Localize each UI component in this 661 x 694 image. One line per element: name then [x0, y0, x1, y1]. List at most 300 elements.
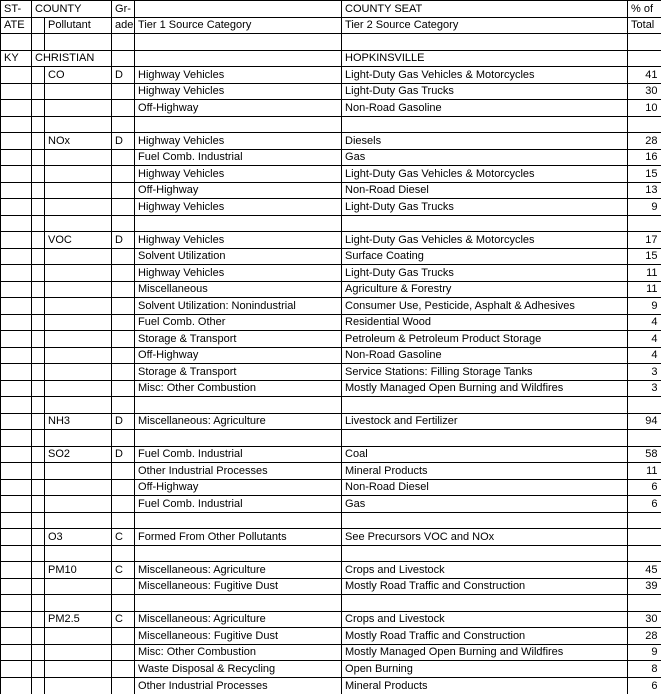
header-row-2	[1, 17, 661, 34]
cell-pct: 17	[628, 232, 661, 249]
cell-pct: 13	[628, 182, 661, 199]
cell-tier1: Miscellaneous	[135, 281, 342, 298]
empty-cell	[112, 281, 135, 298]
county-row	[1, 50, 661, 67]
header-grade-line1: Gr-	[112, 1, 135, 18]
cell-state: KY	[1, 50, 32, 67]
table-row	[1, 133, 661, 150]
empty-cell	[45, 512, 112, 529]
cell-tier1: Highway Vehicles	[135, 199, 342, 216]
cell-pct: 11	[628, 463, 661, 480]
cell-tier2: Light-Duty Gas Vehicles & Motorcycles	[342, 232, 628, 249]
empty-cell	[112, 34, 135, 51]
empty-cell	[45, 628, 112, 645]
empty-cell	[32, 661, 45, 678]
empty-cell	[1, 562, 32, 579]
empty-cell	[112, 545, 135, 562]
spacer-row	[1, 430, 661, 447]
empty-cell	[1, 661, 32, 678]
empty-cell	[32, 133, 45, 150]
empty-cell	[628, 595, 661, 612]
cell-tier1: Highway Vehicles	[135, 166, 342, 183]
empty-cell	[135, 116, 342, 133]
table-row	[1, 479, 661, 496]
cell-tier2: Mostly Managed Open Burning and Wildfires	[342, 644, 628, 661]
cell-tier1: Misc: Other Combustion	[135, 644, 342, 661]
empty-cell	[112, 661, 135, 678]
cell-tier2: Light-Duty Gas Trucks	[342, 265, 628, 282]
empty-cell	[1, 182, 32, 199]
cell-tier1: Miscellaneous: Fugitive Dust	[135, 578, 342, 595]
empty-cell	[45, 331, 112, 348]
header-tier2: Tier 2 Source Category	[342, 17, 628, 34]
empty-cell	[45, 314, 112, 331]
table-row	[1, 611, 661, 628]
header-pollutant: Pollutant	[45, 17, 112, 34]
empty-cell	[32, 611, 45, 628]
cell-pct: 39	[628, 578, 661, 595]
empty-cell	[1, 430, 32, 447]
cell-tier2: Crops and Livestock	[342, 562, 628, 579]
empty-cell	[342, 545, 628, 562]
empty-cell	[1, 496, 32, 513]
cell-pollutant: PM2.5	[45, 611, 112, 628]
empty-cell	[32, 215, 45, 232]
cell-tier2: Mostly Road Traffic and Construction	[342, 578, 628, 595]
table-row	[1, 100, 661, 117]
empty-cell	[32, 232, 45, 249]
empty-cell	[628, 116, 661, 133]
empty-cell	[112, 512, 135, 529]
empty-cell	[1, 611, 32, 628]
empty-cell	[32, 166, 45, 183]
empty-cell	[628, 50, 661, 67]
empty-cell	[135, 595, 342, 612]
cell-tier2: Light-Duty Gas Vehicles & Motorcycles	[342, 67, 628, 84]
empty-cell	[32, 281, 45, 298]
empty-cell	[112, 50, 135, 67]
cell-tier2: Non-Road Diesel	[342, 479, 628, 496]
empty-cell	[32, 644, 45, 661]
empty-cell	[32, 364, 45, 381]
cell-pct: 58	[628, 446, 661, 463]
cell-pct: 4	[628, 331, 661, 348]
spacer-row	[1, 34, 661, 51]
cell-pollutant: PM10	[45, 562, 112, 579]
empty-cell	[135, 430, 342, 447]
empty-cell	[1, 578, 32, 595]
empty-cell	[112, 628, 135, 645]
table-row	[1, 67, 661, 84]
empty-cell	[1, 628, 32, 645]
table-row	[1, 265, 661, 282]
table-row	[1, 314, 661, 331]
empty-cell	[112, 644, 135, 661]
empty-cell	[32, 496, 45, 513]
cell-pct: 9	[628, 644, 661, 661]
empty-cell	[32, 512, 45, 529]
cell-tier2: Livestock and Fertilizer	[342, 413, 628, 430]
cell-pct: 45	[628, 562, 661, 579]
empty-cell	[342, 34, 628, 51]
empty-cell	[112, 496, 135, 513]
empty-cell	[1, 248, 32, 265]
header-state-line1: ST-	[1, 1, 32, 18]
empty-cell	[628, 215, 661, 232]
empty-cell	[112, 331, 135, 348]
empty-cell	[45, 644, 112, 661]
cell-tier1: Miscellaneous: Agriculture	[135, 413, 342, 430]
empty-cell	[135, 512, 342, 529]
table-row	[1, 232, 661, 249]
empty-cell	[112, 149, 135, 166]
cell-tier2: Mineral Products	[342, 463, 628, 480]
cell-tier2: Mineral Products	[342, 677, 628, 694]
empty-cell	[628, 529, 661, 546]
empty-cell	[32, 17, 45, 34]
cell-pct: 28	[628, 133, 661, 150]
empty-cell	[135, 50, 342, 67]
empty-cell	[1, 364, 32, 381]
cell-tier2: Non-Road Gasoline	[342, 347, 628, 364]
empty-cell	[32, 479, 45, 496]
cell-tier1: Highway Vehicles	[135, 83, 342, 100]
spacer-row	[1, 397, 661, 414]
empty-cell	[32, 67, 45, 84]
table-row	[1, 380, 661, 397]
table-row	[1, 281, 661, 298]
cell-grade: D	[112, 413, 135, 430]
empty-cell	[32, 397, 45, 414]
cell-tier1: Waste Disposal & Recycling	[135, 661, 342, 678]
cell-tier1: Solvent Utilization: Nonindustrial	[135, 298, 342, 315]
empty-cell	[45, 430, 112, 447]
empty-cell	[45, 661, 112, 678]
cell-tier2: Non-Road Diesel	[342, 182, 628, 199]
empty-cell	[45, 281, 112, 298]
empty-cell	[1, 644, 32, 661]
cell-tier2: Gas	[342, 149, 628, 166]
empty-cell	[112, 430, 135, 447]
cell-pct: 11	[628, 281, 661, 298]
cell-pollutant: NOx	[45, 133, 112, 150]
empty-cell	[45, 380, 112, 397]
empty-cell	[112, 347, 135, 364]
table-row	[1, 446, 661, 463]
cell-grade: D	[112, 232, 135, 249]
empty-cell	[342, 215, 628, 232]
cell-pct: 9	[628, 199, 661, 216]
table-row	[1, 578, 661, 595]
empty-cell	[135, 545, 342, 562]
cell-tier2: Mostly Road Traffic and Construction	[342, 628, 628, 645]
empty-cell	[1, 116, 32, 133]
empty-cell	[1, 100, 32, 117]
cell-pollutant: CO	[45, 67, 112, 84]
header-tier1: Tier 1 Source Category	[135, 17, 342, 34]
empty-cell	[45, 545, 112, 562]
empty-cell	[112, 463, 135, 480]
empty-cell	[32, 677, 45, 694]
empty-cell	[45, 265, 112, 282]
empty-cell	[32, 331, 45, 348]
cell-tier1: Off-Highway	[135, 182, 342, 199]
empty-cell	[112, 265, 135, 282]
empty-cell	[112, 182, 135, 199]
empty-cell	[1, 397, 32, 414]
cell-tier2: Service Stations: Filling Storage Tanks	[342, 364, 628, 381]
cell-grade: C	[112, 529, 135, 546]
empty-cell	[45, 199, 112, 216]
table-row	[1, 628, 661, 645]
empty-cell	[45, 248, 112, 265]
cell-pct: 15	[628, 166, 661, 183]
empty-cell	[1, 314, 32, 331]
table-row	[1, 182, 661, 199]
empty-cell	[45, 364, 112, 381]
header-grade-line2: ade	[112, 17, 135, 34]
empty-cell	[112, 677, 135, 694]
cell-tier1: Highway Vehicles	[135, 265, 342, 282]
cell-pct: 30	[628, 83, 661, 100]
cell-tier2: Mostly Managed Open Burning and Wildfires	[342, 380, 628, 397]
table-row	[1, 347, 661, 364]
empty-cell	[1, 232, 32, 249]
cell-tier2: Agriculture & Forestry	[342, 281, 628, 298]
empty-cell	[1, 446, 32, 463]
header-tier1-spacer	[135, 1, 342, 18]
cell-pct: 15	[628, 248, 661, 265]
cell-tier1: Storage & Transport	[135, 364, 342, 381]
cell-tier1: Fuel Comb. Other	[135, 314, 342, 331]
cell-pct: 41	[628, 67, 661, 84]
empty-cell	[342, 116, 628, 133]
empty-cell	[112, 166, 135, 183]
cell-pct: 16	[628, 149, 661, 166]
table-row	[1, 562, 661, 579]
empty-cell	[1, 380, 32, 397]
cell-county-seat: HOPKINSVILLE	[342, 50, 628, 67]
table-row	[1, 248, 661, 265]
empty-cell	[32, 116, 45, 133]
cell-pct: 10	[628, 100, 661, 117]
table-row	[1, 463, 661, 480]
empty-cell	[1, 133, 32, 150]
cell-tier1: Off-Highway	[135, 347, 342, 364]
cell-tier1: Other Industrial Processes	[135, 463, 342, 480]
empty-cell	[135, 397, 342, 414]
cell-tier1: Miscellaneous: Agriculture	[135, 562, 342, 579]
spacer-row	[1, 512, 661, 529]
empty-cell	[32, 314, 45, 331]
empty-cell	[1, 67, 32, 84]
cell-tier1: Off-Highway	[135, 479, 342, 496]
empty-cell	[1, 529, 32, 546]
empty-cell	[1, 595, 32, 612]
empty-cell	[628, 397, 661, 414]
cell-tier2: Surface Coating	[342, 248, 628, 265]
cell-county: CHRISTIAN	[32, 50, 112, 67]
empty-cell	[32, 463, 45, 480]
empty-cell	[1, 331, 32, 348]
cell-grade: D	[112, 133, 135, 150]
empty-cell	[112, 578, 135, 595]
cell-tier2: Non-Road Gasoline	[342, 100, 628, 117]
empty-cell	[32, 413, 45, 430]
empty-cell	[1, 34, 32, 51]
empty-cell	[45, 182, 112, 199]
table-row	[1, 331, 661, 348]
empty-cell	[32, 628, 45, 645]
cell-tier2: Crops and Livestock	[342, 611, 628, 628]
table-row	[1, 413, 661, 430]
empty-cell	[1, 347, 32, 364]
empty-cell	[628, 34, 661, 51]
empty-cell	[342, 430, 628, 447]
spacer-row	[1, 215, 661, 232]
cell-pct: 3	[628, 380, 661, 397]
cell-pct: 6	[628, 677, 661, 694]
empty-cell	[1, 298, 32, 315]
empty-cell	[1, 265, 32, 282]
cell-tier2: Petroleum & Petroleum Product Storage	[342, 331, 628, 348]
empty-cell	[45, 397, 112, 414]
header-county-seat: COUNTY SEAT	[342, 1, 628, 18]
spacer-row	[1, 545, 661, 562]
empty-cell	[112, 595, 135, 612]
cell-tier2: Consumer Use, Pesticide, Asphalt & Adhesives	[342, 298, 628, 315]
empty-cell	[1, 149, 32, 166]
cell-pollutant: SO2	[45, 446, 112, 463]
empty-cell	[135, 215, 342, 232]
spacer-row	[1, 595, 661, 612]
empty-cell	[32, 347, 45, 364]
cell-tier2: Residential Wood	[342, 314, 628, 331]
cell-tier2: Light-Duty Gas Trucks	[342, 83, 628, 100]
empty-cell	[112, 215, 135, 232]
empty-cell	[112, 116, 135, 133]
cell-pct: 11	[628, 265, 661, 282]
table-row	[1, 529, 661, 546]
cell-grade: C	[112, 562, 135, 579]
cell-pct: 3	[628, 364, 661, 381]
cell-pct: 6	[628, 496, 661, 513]
table-row	[1, 644, 661, 661]
empty-cell	[112, 397, 135, 414]
empty-cell	[32, 595, 45, 612]
empty-cell	[32, 265, 45, 282]
cell-tier2: Diesels	[342, 133, 628, 150]
empty-cell	[32, 430, 45, 447]
empty-cell	[1, 413, 32, 430]
empty-cell	[1, 83, 32, 100]
empty-cell	[112, 100, 135, 117]
empty-cell	[112, 364, 135, 381]
empty-cell	[45, 149, 112, 166]
empty-cell	[1, 281, 32, 298]
cell-pct: 28	[628, 628, 661, 645]
cell-pollutant: VOC	[45, 232, 112, 249]
cell-tier2: See Precursors VOC and NOx	[342, 529, 628, 546]
empty-cell	[32, 529, 45, 546]
empty-cell	[32, 248, 45, 265]
empty-cell	[112, 314, 135, 331]
empty-cell	[45, 496, 112, 513]
cell-tier2: Gas	[342, 496, 628, 513]
cell-tier2: Open Burning	[342, 661, 628, 678]
empty-cell	[45, 578, 112, 595]
cell-pct: 30	[628, 611, 661, 628]
empty-cell	[32, 578, 45, 595]
empty-cell	[45, 215, 112, 232]
cell-pct: 9	[628, 298, 661, 315]
spacer-row	[1, 116, 661, 133]
cell-tier1: Fuel Comb. Industrial	[135, 496, 342, 513]
empty-cell	[112, 248, 135, 265]
empty-cell	[32, 100, 45, 117]
empty-cell	[45, 34, 112, 51]
empty-cell	[32, 34, 45, 51]
cell-pct: 4	[628, 314, 661, 331]
cell-tier2: Light-Duty Gas Trucks	[342, 199, 628, 216]
empty-cell	[112, 83, 135, 100]
empty-cell	[32, 562, 45, 579]
empty-cell	[32, 380, 45, 397]
empty-cell	[628, 512, 661, 529]
cell-tier1: Miscellaneous: Agriculture	[135, 611, 342, 628]
cell-tier1: Off-Highway	[135, 100, 342, 117]
empty-cell	[45, 298, 112, 315]
empty-cell	[1, 463, 32, 480]
cell-tier1: Miscellaneous: Fugitive Dust	[135, 628, 342, 645]
table-row	[1, 677, 661, 694]
empty-cell	[45, 463, 112, 480]
empty-cell	[628, 545, 661, 562]
cell-tier1: Other Industrial Processes	[135, 677, 342, 694]
empty-cell	[342, 512, 628, 529]
empty-cell	[45, 677, 112, 694]
cell-pct: 4	[628, 347, 661, 364]
empty-cell	[135, 34, 342, 51]
cell-tier1: Storage & Transport	[135, 331, 342, 348]
cell-pct: 8	[628, 661, 661, 678]
empty-cell	[32, 83, 45, 100]
cell-tier2: Light-Duty Gas Vehicles & Motorcycles	[342, 166, 628, 183]
empty-cell	[112, 380, 135, 397]
cell-pct: 94	[628, 413, 661, 430]
empty-cell	[112, 298, 135, 315]
cell-grade: C	[112, 611, 135, 628]
cell-tier1: Fuel Comb. Industrial	[135, 149, 342, 166]
cell-tier1: Solvent Utilization	[135, 248, 342, 265]
table-row	[1, 149, 661, 166]
table-row	[1, 496, 661, 513]
empty-cell	[342, 595, 628, 612]
empty-cell	[45, 100, 112, 117]
empty-cell	[45, 166, 112, 183]
table-row	[1, 166, 661, 183]
cell-tier2: Coal	[342, 446, 628, 463]
empty-cell	[1, 215, 32, 232]
empty-cell	[1, 545, 32, 562]
empty-cell	[45, 116, 112, 133]
cell-pct: 6	[628, 479, 661, 496]
cell-tier1: Highway Vehicles	[135, 232, 342, 249]
empty-cell	[32, 199, 45, 216]
empty-cell	[112, 479, 135, 496]
empty-cell	[1, 677, 32, 694]
empty-cell	[32, 545, 45, 562]
